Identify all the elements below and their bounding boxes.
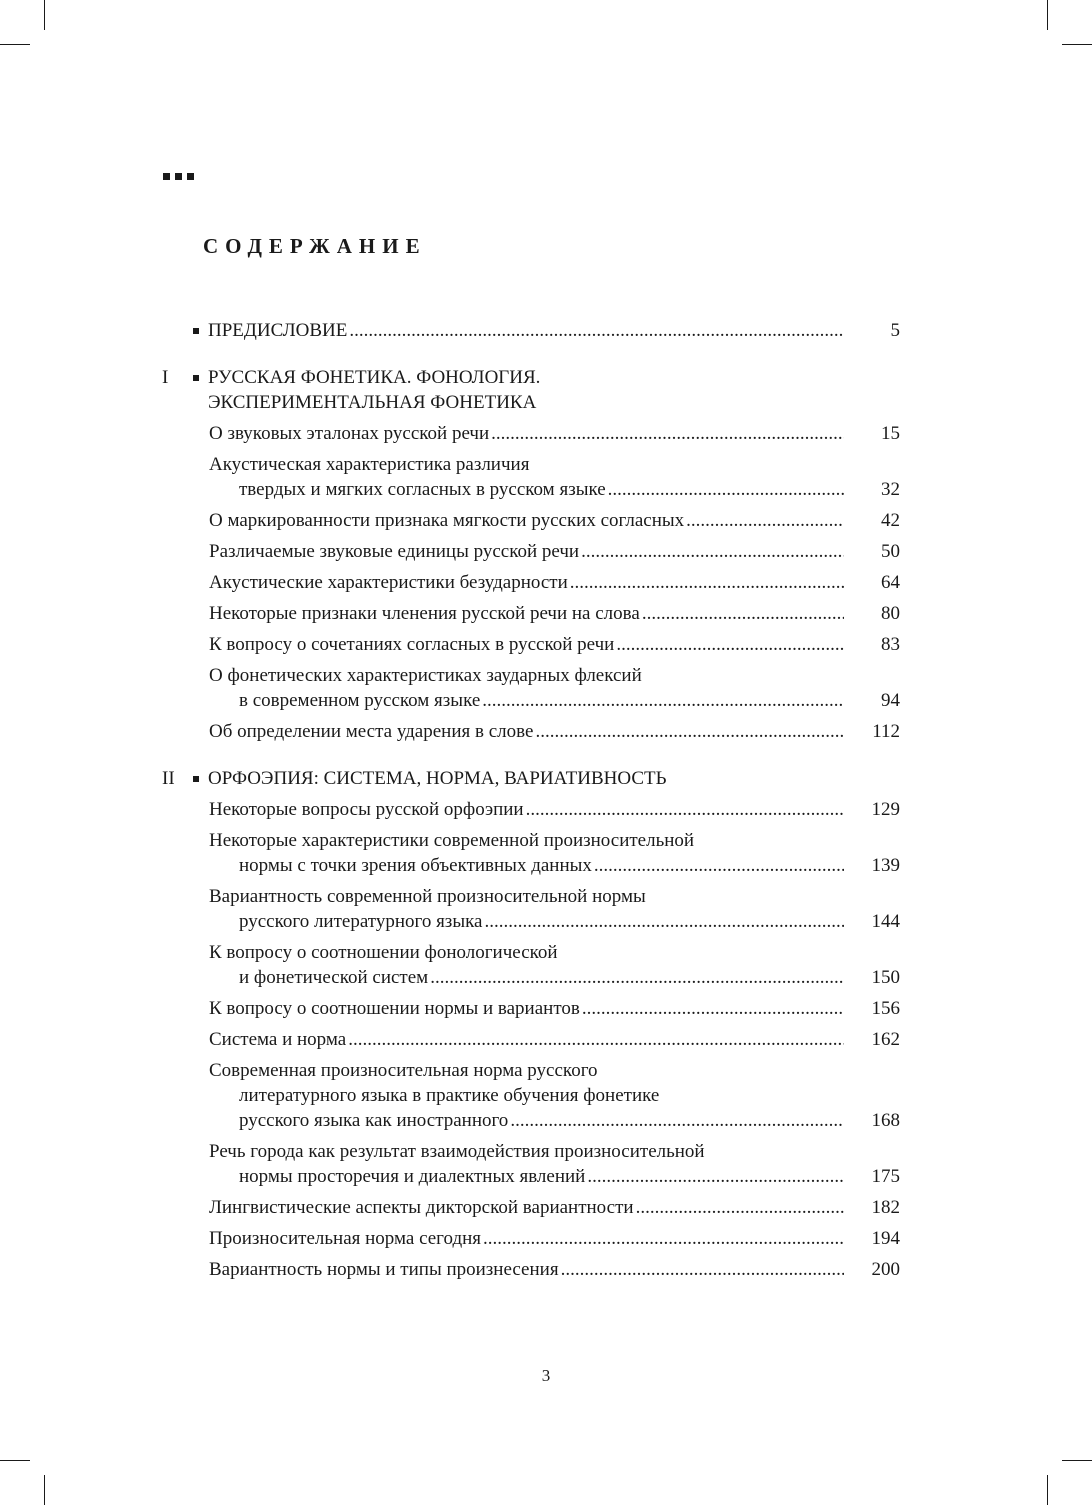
entry-title-line: О маркированности признака мягкости русских согласных bbox=[209, 510, 685, 531]
entry-title-line: Некоторые характеристики современной произносительной bbox=[209, 830, 695, 851]
preface-entry[interactable] bbox=[160, 318, 902, 343]
entry-title-line: литературного языка в практике обучения фонетике bbox=[239, 1085, 660, 1106]
entry-last-line bbox=[209, 477, 844, 502]
part-title-line: РУССКАЯ ФОНЕТИКА. ФОНОЛОГИЯ. bbox=[208, 367, 541, 388]
part-number: II bbox=[162, 768, 175, 789]
page-number: 112 bbox=[872, 721, 900, 742]
entry-last-line bbox=[209, 797, 844, 822]
toc-entry[interactable] bbox=[160, 1058, 902, 1133]
crop-mark-bottom-left-h bbox=[0, 1460, 30, 1461]
dot-leader bbox=[582, 996, 844, 1021]
dot-leader bbox=[686, 508, 844, 533]
entry-title-line: Лингвистические аспекты дикторской вариантности bbox=[209, 1197, 634, 1218]
page-number: 150 bbox=[871, 967, 900, 988]
entry-title-line: русского языка как иностранного bbox=[239, 1110, 509, 1131]
toc-entry[interactable] bbox=[160, 632, 902, 657]
square-icon bbox=[187, 173, 194, 180]
toc-part bbox=[160, 766, 902, 1282]
toc-entry[interactable] bbox=[160, 452, 902, 502]
page-number: 162 bbox=[871, 1029, 900, 1050]
toc-entry[interactable] bbox=[160, 570, 902, 595]
toc-entry[interactable] bbox=[160, 996, 902, 1021]
page-number: 182 bbox=[871, 1197, 900, 1218]
entry-last-line bbox=[209, 601, 844, 626]
entry-last-line bbox=[209, 1226, 844, 1251]
bullet-icon bbox=[193, 328, 199, 334]
dot-leader bbox=[484, 909, 844, 934]
entry-last-line bbox=[209, 853, 844, 878]
dot-leader bbox=[561, 1257, 844, 1282]
toc-entry[interactable] bbox=[160, 1226, 902, 1251]
dot-leader bbox=[581, 539, 844, 564]
entry-title-line: Современная произносительная норма русского bbox=[209, 1060, 598, 1081]
entry-title-line: Акустическая характеристика различия bbox=[209, 454, 530, 475]
bullet-icon bbox=[193, 375, 199, 381]
preface-section bbox=[160, 318, 902, 343]
entry-last-line bbox=[209, 965, 844, 990]
crop-mark-bottom-right-v bbox=[1047, 1475, 1048, 1505]
toc-entry[interactable] bbox=[160, 508, 902, 533]
parts-container bbox=[160, 365, 902, 1282]
entry-title-line: Об определении места ударения в слове bbox=[209, 721, 534, 742]
entry-title-line: О фонетических характеристиках заударных флексий bbox=[209, 665, 642, 686]
toc-entry[interactable] bbox=[160, 828, 902, 878]
dot-leader bbox=[526, 797, 844, 822]
toc-entry[interactable] bbox=[160, 1027, 902, 1052]
dot-leader bbox=[636, 1195, 844, 1220]
entry-last-line bbox=[209, 632, 844, 657]
page-number: 144 bbox=[871, 911, 900, 932]
entry-last-line bbox=[209, 1257, 844, 1282]
page-number: 80 bbox=[881, 603, 900, 624]
page-number: 175 bbox=[871, 1166, 900, 1187]
page-number: 168 bbox=[871, 1110, 900, 1131]
dot-leader bbox=[349, 318, 844, 343]
page-folio: 3 bbox=[541, 1366, 551, 1385]
entry-last-line bbox=[209, 1027, 844, 1052]
dot-leader bbox=[491, 421, 844, 446]
preface-title: ПРЕДИСЛОВИЕ bbox=[208, 320, 348, 341]
toc-entry[interactable] bbox=[160, 1139, 902, 1189]
entry-title-line: русского литературного языка bbox=[239, 911, 483, 932]
dot-leader bbox=[430, 965, 844, 990]
entry-last-line bbox=[209, 719, 844, 744]
entry-title-line: К вопросу о соотношении фонологической bbox=[209, 942, 558, 963]
page-number: 32 bbox=[881, 479, 900, 500]
dot-leader bbox=[608, 477, 844, 502]
page-number: 94 bbox=[881, 690, 900, 711]
bullet-icon bbox=[193, 776, 199, 782]
crop-mark-bottom-left-v bbox=[44, 1475, 45, 1505]
page-number: 50 bbox=[881, 541, 900, 562]
entry-last-line bbox=[209, 909, 844, 934]
page-number: 194 bbox=[871, 1228, 900, 1249]
crop-mark-top-right-h bbox=[1062, 44, 1092, 45]
dot-leader bbox=[642, 601, 844, 626]
toc-entry[interactable] bbox=[160, 539, 902, 564]
entry-last-line bbox=[209, 570, 844, 595]
toc-entry[interactable] bbox=[160, 940, 902, 990]
page-number: 83 bbox=[881, 634, 900, 655]
entry-title-line: Система и норма bbox=[209, 1029, 347, 1050]
entry-title-line: Вариантность нормы и типы произнесения bbox=[209, 1259, 559, 1280]
entry-title-line: и фонетической систем bbox=[239, 967, 429, 988]
toc-part bbox=[160, 365, 902, 744]
page-number: 5 bbox=[890, 320, 900, 341]
part-title-line: ЭКСПЕРИМЕНТАЛЬНАЯ ФОНЕТИКА bbox=[208, 392, 537, 413]
entry-last-line bbox=[209, 539, 844, 564]
part-title-line: ОРФОЭПИЯ: СИСТЕМА, НОРМА, ВАРИАТИВНОСТЬ bbox=[208, 768, 667, 789]
page-number: 15 bbox=[881, 423, 900, 444]
entry-title-line: Речь города как результат взаимодействия произносительной bbox=[209, 1141, 705, 1162]
dot-leader bbox=[482, 688, 844, 713]
entry-last-line bbox=[209, 508, 844, 533]
toc-entry[interactable] bbox=[160, 421, 902, 446]
dot-leader bbox=[348, 1027, 844, 1052]
entry-title-line: нормы просторечия и диалектных явлений bbox=[239, 1166, 586, 1187]
entry-title-line: К вопросу о соотношении нормы и вариантов bbox=[209, 998, 580, 1019]
toc-entry[interactable] bbox=[160, 663, 902, 713]
page-number: 42 bbox=[881, 510, 900, 531]
dot-leader bbox=[616, 632, 844, 657]
page-number: 129 bbox=[871, 799, 900, 820]
entry-title-line: твердых и мягких согласных в русском языке bbox=[239, 479, 606, 500]
crop-mark-top-left-v bbox=[44, 0, 45, 30]
entry-title-line: Акустические характеристики безударности bbox=[209, 572, 568, 593]
entry-title-line: К вопросу о сочетаниях согласных в русской речи bbox=[209, 634, 615, 655]
part-heading bbox=[160, 365, 902, 415]
entry-title-line: О звуковых эталонах русской речи bbox=[209, 423, 490, 444]
square-icon bbox=[163, 173, 170, 180]
dot-leader bbox=[594, 853, 844, 878]
entry-last-line bbox=[209, 1195, 844, 1220]
page-title: СОДЕРЖАНИЕ bbox=[203, 234, 427, 258]
toc-entry[interactable] bbox=[160, 884, 902, 934]
part-number: I bbox=[162, 367, 169, 388]
entry-last-line bbox=[209, 688, 844, 713]
entry-last-line bbox=[209, 1108, 844, 1133]
crop-mark-bottom-right-h bbox=[1062, 1460, 1092, 1461]
toc-entry[interactable] bbox=[160, 1257, 902, 1282]
dot-leader bbox=[535, 719, 844, 744]
page-number: 156 bbox=[871, 998, 900, 1019]
toc-entry[interactable] bbox=[160, 719, 902, 744]
entry-title-line: нормы с точки зрения объективных данных bbox=[239, 855, 592, 876]
dot-leader bbox=[587, 1164, 844, 1189]
page-number: 200 bbox=[871, 1259, 900, 1280]
toc-entry[interactable] bbox=[160, 1195, 902, 1220]
entry-title-line: Различаемые звуковые единицы русской речи bbox=[209, 541, 580, 562]
entry-title-line: Вариантность современной произносительной нормы bbox=[209, 886, 646, 907]
entry-title-line: Некоторые вопросы русской орфоэпии bbox=[209, 799, 524, 820]
dot-leader bbox=[570, 570, 844, 595]
entry-title-line: Некоторые признаки членения русской речи на слова bbox=[209, 603, 640, 624]
toc-entry[interactable] bbox=[160, 797, 902, 822]
entry-last-line bbox=[209, 996, 844, 1021]
table-of-contents bbox=[160, 318, 902, 1288]
dot-leader bbox=[483, 1226, 844, 1251]
toc-entry[interactable] bbox=[160, 601, 902, 626]
header-squares bbox=[163, 173, 194, 180]
square-icon bbox=[175, 173, 182, 180]
dot-leader bbox=[510, 1108, 844, 1133]
entry-last-line bbox=[209, 1164, 844, 1189]
entry-title-line: Произносительная норма сегодня bbox=[209, 1228, 482, 1249]
page-number: 139 bbox=[871, 855, 900, 876]
page-number: 64 bbox=[881, 572, 900, 593]
part-heading bbox=[160, 766, 902, 791]
entry-title-line: в современном русском языке bbox=[239, 690, 481, 711]
crop-mark-top-left-h bbox=[0, 44, 30, 45]
entry-last-line bbox=[209, 421, 844, 446]
crop-mark-top-right-v bbox=[1047, 0, 1048, 30]
